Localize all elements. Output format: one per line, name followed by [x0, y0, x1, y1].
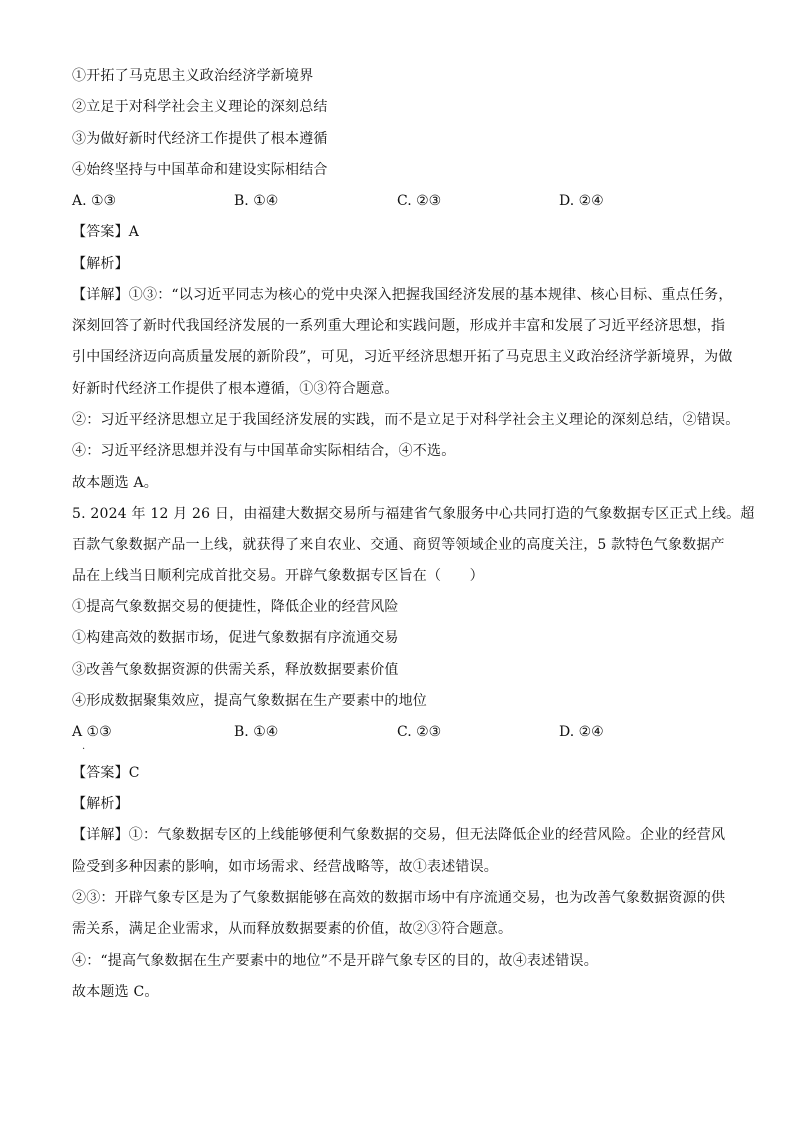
q5-option-c: C. ②③ — [397, 724, 442, 740]
q4-statement-3: ③为做好新时代经济工作提供了根本遵循 — [72, 131, 328, 147]
q5-stem-line-1: 5. 2024 年 12 月 26 日，由福建大数据交易所与福建省气象服务中心共同打造的气象数据专区正式上线。超 — [72, 506, 755, 522]
q4-detail-line-6: ④：习近平经济思想并没有与中国革命实际相结合，④不选。 — [72, 443, 456, 459]
q4-statement-1: ①开拓了马克思主义政治经济学新境界 — [72, 68, 314, 84]
q5-options — [72, 723, 732, 755]
q4-detail-line-1: 【详解】①③：“以习近平同志为核心的党中央深入把握我国经济发展的基本规律、核心目标、重点任务， — [72, 287, 733, 303]
q4-options — [72, 192, 732, 210]
q4-detail-line-5: ②：习近平经济思想立足于我国经济发展的实践，而不是立足于对科学社会主义理论的深刻总结，②错误。 — [72, 412, 740, 428]
q5-detail-line-6: 故本题选 C。 — [72, 984, 159, 1000]
q5-detail-line-3: ②③：开辟气象专区是为了气象数据能够在高效的数据市场中有序流通交易，也为改善气象数据资源的供 — [72, 890, 726, 906]
q4-statement-2: ②立足于对科学社会主义理论的深刻总结 — [72, 99, 328, 115]
q5-analysis-label: 【解析】 — [72, 796, 129, 812]
q5-stem-line-2: 百款气象数据产品一上线，就获得了来自农业、交通、商贸等领域企业的高度关注，5 款特色气象数据产 — [72, 537, 725, 553]
q5-detail-line-1: 【详解】①：气象数据专区的上线能够便利气象数据的交易，但无法降低企业的经营风险。企业的经营风 — [72, 827, 726, 843]
q5-statement-2: ①构建高效的数据市场，促进气象数据有序流通交易 — [72, 630, 399, 646]
q5-detail-line-5: ④：“提高气象数据在生产要素中的地位”不是开辟气象专区的目的，故④表述错误。 — [72, 953, 598, 969]
q5-detail-line-2: 险受到多种因素的影响，如市场需求、经营战略等，故①表述错误。 — [72, 859, 498, 875]
q4-detail-line-2: 深刻回答了新时代我国经济发展的一系列重大理论和实践问题，形成并丰富和发展了习近平经济思想，指 — [72, 318, 726, 334]
q4-detail-line-7: 故本题选 A。 — [72, 475, 158, 491]
q5-option-a: A ①③ — [72, 724, 112, 740]
q5-statement-1: ①提高气象数据交易的便捷性，降低企业的经营风险 — [72, 599, 399, 615]
stray-dot-mark: · — [82, 744, 86, 755]
q5-option-b: B. ①④ — [234, 724, 279, 740]
q4-option-b: B. ①④ — [234, 193, 279, 209]
q4-option-c: C. ②③ — [397, 193, 442, 209]
q4-statement-4: ④始终坚持与中国革命和建设实际相结合 — [72, 162, 328, 178]
q4-option-d: D. ②④ — [559, 193, 604, 209]
q5-option-d: D. ②④ — [559, 724, 604, 740]
q5-answer: 【答案】C — [72, 765, 140, 781]
q5-statement-3: ③改善气象数据资源的供需关系，释放数据要素价值 — [72, 662, 399, 678]
q4-detail-line-4: 好新时代经济工作提供了根本遵循，①③符合题意。 — [72, 381, 399, 397]
q4-detail-line-3: 引中国经济迈向高质量发展的新阶段”，可见，习近平经济思想开拓了马克思主义政治经济学新境界，为做 — [72, 349, 733, 365]
q5-statement-4: ④形成数据聚集效应，提高气象数据在生产要素中的地位 — [72, 693, 427, 709]
q4-analysis-label: 【解析】 — [72, 256, 129, 272]
q5-stem-line-3: 品在上线当日顺利完成首批交易。开辟气象数据专区旨在（ ） — [72, 568, 484, 584]
q4-option-a: A. ①③ — [72, 193, 117, 209]
q4-answer: 【答案】A — [72, 224, 140, 240]
q5-detail-line-4: 需关系，满足企业需求，从而释放数据要素的价值，故②③符合题意。 — [72, 921, 513, 937]
